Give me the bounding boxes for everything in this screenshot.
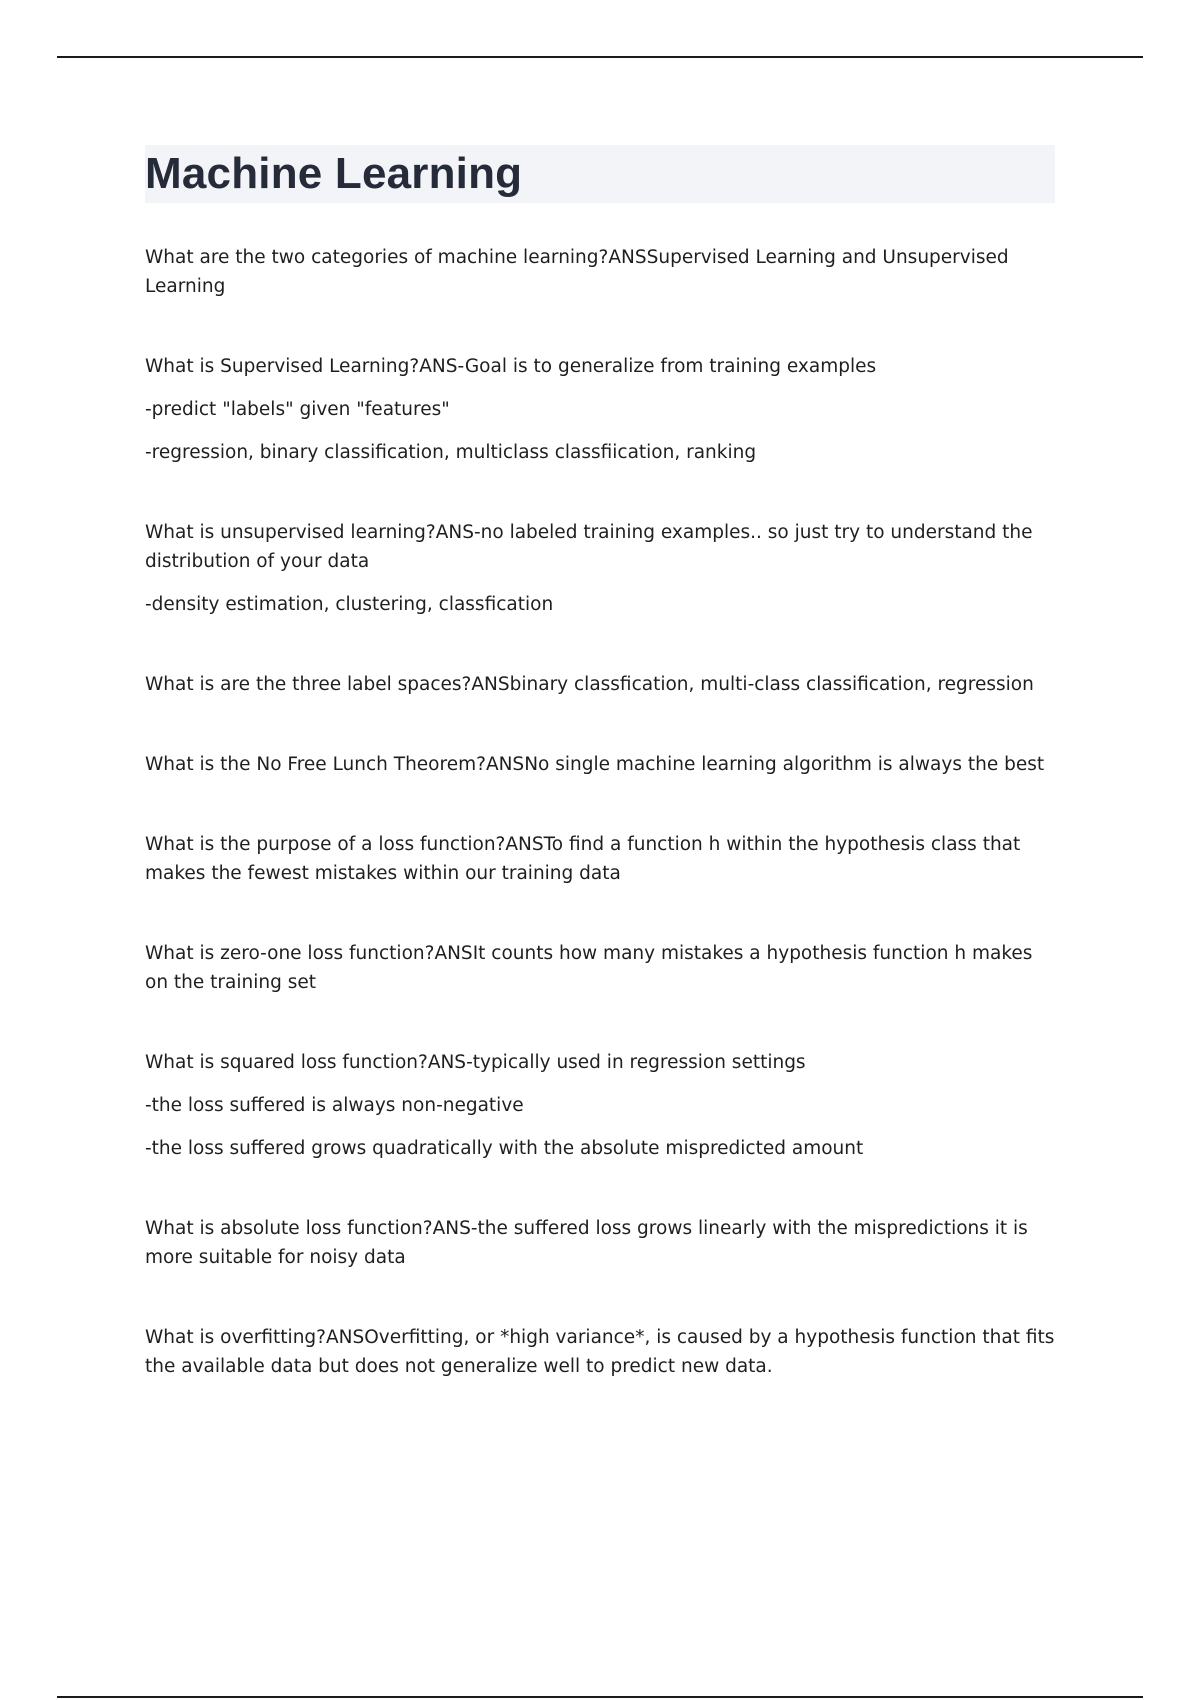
question-text: What is Supervised Learning? [145, 356, 420, 377]
qa-line [145, 1214, 1055, 1272]
answer-detail: -predict "labels" given "features" [145, 399, 450, 420]
header-rule [57, 56, 1143, 58]
answer-marker: ANS [419, 356, 458, 377]
question-text: What is unsupervised learning? [145, 522, 436, 543]
footer-rule [57, 1696, 1143, 1698]
answer-text: -Goal is to generalize from training examples [457, 356, 877, 377]
qa-line [145, 352, 1055, 381]
answer-text: It counts how many mistakes a hypothesis function h makes on the training set [145, 943, 1033, 993]
answer-marker: ANS [435, 522, 474, 543]
answer-marker: ANS [434, 943, 473, 964]
answer-text: No single machine learning algorithm is always the best [524, 754, 1045, 775]
answer-text: -typically used in regression settings [466, 1052, 806, 1073]
qa-line [145, 1323, 1055, 1381]
answer-text: Supervised Learning and Unsupervised Learning [145, 247, 1009, 297]
answer-text: -no labeled training examples.. so just try to understand the distribution of your data [145, 522, 1033, 572]
qa-item [145, 243, 1055, 301]
qa-line [145, 939, 1055, 997]
qa-line [145, 750, 1055, 779]
qa-item [145, 352, 1055, 467]
answer-text: To find a function h within the hypothesis class that makes the fewest mistakes within our training data [145, 834, 1021, 884]
question-text: What is the No Free Lunch Theorem? [145, 754, 486, 775]
answer-marker: ANS [471, 674, 510, 695]
answer-marker: ANS [505, 834, 544, 855]
document-body [145, 145, 1055, 1432]
qa-item [145, 830, 1055, 888]
answer-marker: ANS [432, 1218, 471, 1239]
answer-detail: -the loss suffered is always non-negative [145, 1095, 524, 1116]
qa-item [145, 750, 1055, 779]
qa-item [145, 939, 1055, 997]
qa-list [145, 243, 1055, 1381]
qa-line [145, 518, 1055, 576]
answer-text: Overfitting, or *high variance*, is caused by a hypothesis function that fits the available data but does not generalize well to predict new data. [145, 1327, 1055, 1377]
question-text: What is zero-one loss function? [145, 943, 435, 964]
qa-line [145, 670, 1055, 699]
answer-text: binary classfication, multi-class classification, regression [509, 674, 1034, 695]
question-text: What is are the three label spaces? [145, 674, 472, 695]
document-title: Machine Learning [145, 149, 523, 198]
question-text: What is overfitting? [145, 1327, 326, 1348]
answer-marker: ANS [427, 1052, 467, 1073]
qa-item [145, 1214, 1055, 1272]
answer-detail: -the loss suffered grows quadratically with the absolute mispredicted amount [145, 1138, 864, 1159]
qa-item [145, 1323, 1055, 1381]
question-text: What is the purpose of a loss function? [145, 834, 506, 855]
answer-marker: ANS [326, 1327, 365, 1348]
answer-marker: ANS [608, 247, 647, 268]
answer-detail: -density estimation, clustering, classfication [145, 594, 554, 615]
qa-item [145, 670, 1055, 699]
qa-item [145, 1048, 1055, 1163]
title-banner [145, 145, 1055, 203]
qa-line [145, 830, 1055, 888]
qa-line [145, 243, 1055, 301]
answer-text: -the suffered loss grows linearly with the mispredictions it is more suitable for noisy data [145, 1218, 1028, 1268]
answer-detail: -regression, binary classification, multiclass classfiication, ranking [145, 442, 757, 463]
question-text: What is absolute loss function? [145, 1218, 433, 1239]
question-text: What are the two categories of machine learning? [145, 247, 609, 268]
question-text: What is squared loss function? [145, 1052, 428, 1073]
qa-line [145, 1048, 1055, 1077]
answer-marker: ANS [485, 754, 525, 775]
qa-item [145, 518, 1055, 619]
